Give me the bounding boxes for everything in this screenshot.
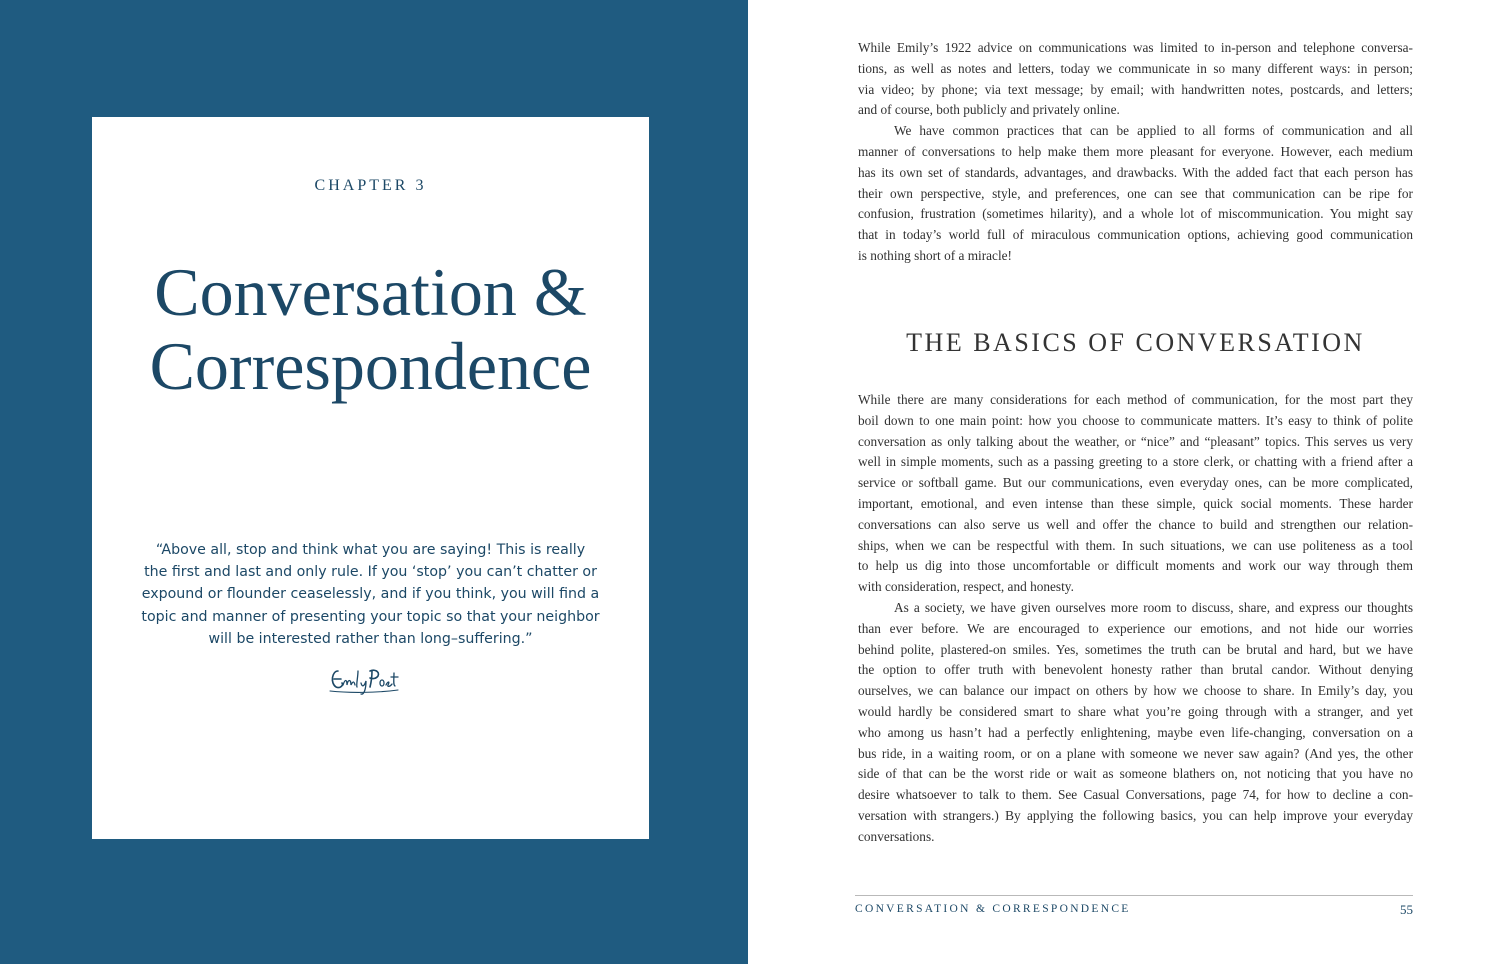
chapter-card — [92, 117, 649, 839]
right-page — [748, 0, 1500, 964]
chapter-title — [92, 255, 649, 403]
left-page — [0, 0, 748, 964]
text-line: ourselves, we can balance our impact on others by how we choose to share. In Emily’s day, you — [858, 683, 1413, 699]
text-line: conversation as only talking about the weather, or “nice” and “pleasant” topics. This serves us very — [858, 433, 1413, 449]
intro-text — [858, 38, 1413, 267]
signature-icon — [328, 663, 402, 697]
text-line: well in simple moments, such as a passing greeting to a store clerk, or chatting with a friend after a — [858, 454, 1413, 470]
footer-rule — [855, 895, 1413, 896]
quote-line: “Above all, stop and think what you are saying! This is really — [155, 542, 586, 558]
text-line: conversations. — [858, 828, 935, 844]
text-line: to help us dig into those uncomfortable or difficult moments and work our way through them — [858, 558, 1413, 574]
text-line: the option to offer truth with benevolent honesty rather than brutal candor. Without denying — [858, 662, 1413, 678]
text-line: ships, when we can be respectful with them. In such situations, we can use politeness as a tool — [858, 537, 1413, 553]
text-line: would hardly be considered smart to share what you’re going through with a stranger, and yet — [858, 703, 1413, 719]
text-line: than ever before. We are encouraged to experience our emotions, and not hide our worries — [858, 620, 1413, 636]
quote-line: will be interested rather than long–suffering.” — [208, 630, 533, 647]
text-line: with consideration, respect, and honesty. — [858, 579, 1074, 595]
text-line: bus ride, in a waiting room, or on a plane with someone we never saw again? (And yes, the other — [858, 745, 1413, 761]
text-line: who among us hasn’t had a perfectly enlightening, maybe even life-changing, conversation on a — [858, 724, 1413, 740]
text-line: While there are many considerations for each method of communication, for the most part they — [858, 392, 1413, 407]
text-line: and of course, both publicly and privately online. — [858, 102, 1120, 118]
text-line: versation with strangers.) By applying the following basics, you can help improve your everyday — [858, 807, 1413, 823]
running-footer-title: CONVERSATION & CORRESPONDENCE — [855, 903, 1131, 915]
chapter-title-line: Correspondence — [149, 328, 592, 404]
text-line: important, emotional, and even intense than these simple, quick social moments. These harder — [858, 495, 1413, 511]
chapter-title-line: Conversation & — [154, 254, 587, 330]
body-text — [858, 390, 1413, 848]
text-line: conversations can also serve us well and offer the chance to build and strengthen our relation- — [858, 516, 1413, 532]
text-line: is nothing short of a miracle! — [858, 247, 1012, 263]
text-line: via video; by phone; via text message; by email; with handwritten notes, postcards, and letters; — [858, 81, 1413, 97]
page-number: 55 — [1400, 902, 1413, 917]
text-line: has its own set of standards, advantages, and drawbacks. With the added fact that each person has — [858, 164, 1413, 180]
quote-line: topic and manner of presenting your topic so that your neighbor — [141, 608, 600, 625]
text-line: their own perspective, style, and preferences, one can see that communication can be ripe for — [858, 185, 1413, 201]
epigraph-quote — [122, 539, 619, 650]
text-line: desire whatsoever to talk to them. See Casual Conversations, page 74, for how to decline a con- — [858, 787, 1413, 803]
text-line: manner of conversations to help make them more pleasant for everyone. However, each medium — [858, 143, 1413, 159]
quote-line: expound or flounder ceaselessly, and if you think, you will find a — [141, 586, 600, 603]
text-line: service or softball game. But our communications, even everyday ones, can be more complicated, — [858, 475, 1413, 491]
quote-line: the first and last and only rule. If you ‘stop’ you can’t chatter or — [144, 564, 597, 581]
text-line: boil down to one main point: how you choose to communicate matters. It’s easy to think of polite — [858, 412, 1413, 428]
text-line: side of that can be the worst ride or wait as someone blathers on, not noticing that you have no — [858, 766, 1413, 782]
text-line: While Emily’s 1922 advice on communications was limited to in-person and telephone conversa- — [858, 40, 1413, 55]
text-line: tions, as well as notes and letters, today we communicate in so many different ways: in person; — [858, 60, 1413, 76]
text-line: that in today’s world full of miraculous communication options, achieving good communication — [858, 227, 1413, 243]
section-heading: THE BASICS OF CONVERSATION — [906, 328, 1365, 357]
text-line: We have common practices that can be applied to all forms of communication and all — [894, 123, 1413, 139]
text-line: As a society, we have given ourselves more room to discuss, share, and express our thoughts — [894, 599, 1413, 615]
text-line: behind polite, plastered-on smiles. Yes, sometimes the truth can be brutal and hard, but we have — [858, 641, 1413, 657]
chapter-label: CHAPTER 3 — [314, 177, 427, 194]
text-line: confusion, frustration (sometimes hilarity), and a whole lot of miscommunication. You might say — [858, 206, 1413, 222]
